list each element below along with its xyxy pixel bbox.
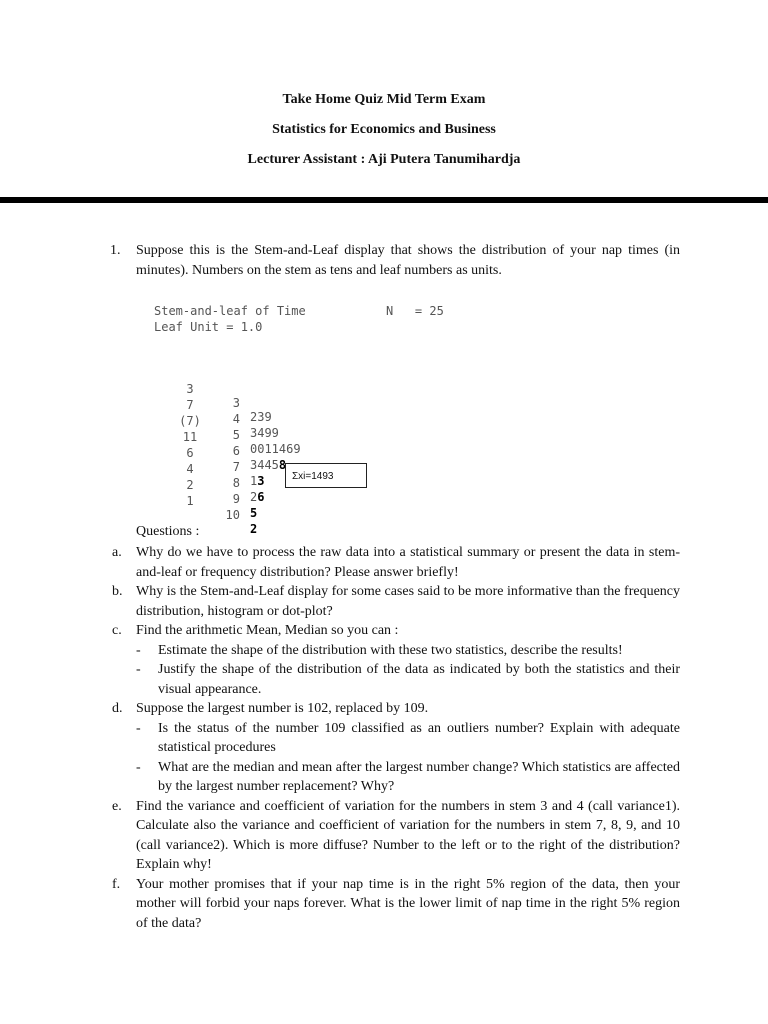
question-letter: b.	[112, 584, 123, 599]
row-leaves	[250, 458, 286, 472]
question-letter: a.	[112, 545, 122, 560]
row-depth: 2	[186, 478, 194, 492]
sub-item	[136, 758, 680, 797]
row-leaves-plain: 3445	[250, 458, 279, 472]
dash-marker: -	[136, 662, 141, 677]
row-stem: 4	[232, 412, 240, 426]
exam-title: Take Home Quiz Mid Term Exam	[282, 92, 486, 107]
row-depth: 4	[186, 462, 194, 476]
course-title: Statistics for Economics and Business	[272, 122, 496, 137]
row-stem: 3	[232, 396, 240, 410]
row-stem: 8	[232, 476, 240, 490]
stem-leaf-n: N = 25	[386, 304, 444, 318]
question-1-text: Suppose this is the Stem-and-Leaf display that shows the distribution of your nap times (in minutes). Numbers on the stem as tens and leaf numbers as units.	[136, 243, 680, 278]
row-leaves-plain: 1	[250, 474, 258, 488]
sub-item-text: Justify the shape of the distribution of the data as indicated by both the statistics and their visual appearance.	[158, 662, 680, 697]
row-depth: (7)	[179, 414, 201, 428]
row-leaves	[250, 442, 301, 456]
row-depth: 3	[186, 382, 194, 396]
dash-marker: -	[136, 720, 141, 736]
row-leaves	[250, 410, 272, 424]
question-1	[110, 241, 680, 281]
row-stem: 6	[232, 444, 240, 458]
question-a	[110, 543, 680, 582]
row-stem: 9	[232, 492, 240, 506]
row-leaves-bold: 6	[257, 490, 265, 504]
row-leaves-plain: 239	[250, 410, 272, 424]
question-text: Your mother promises that if your nap time is in the right 5% region of the data, then your mother will forbid your naps forever. What is the lower limit of nap time in the right 5% region of the data?	[136, 876, 680, 931]
row-leaves	[250, 426, 279, 440]
question-letter: e.	[112, 798, 122, 814]
question-d	[110, 699, 680, 797]
question-text: Find the variance and coefficient of variation for the numbers in stem 3 and 4 (call variance1). Calculate also the variance and coefficient of variation for the numbers in stem 7, 8, 9, and 10 (call variance2). Which is more diffuse? Number to the left or to the right of the distribution? Explain why!	[136, 798, 680, 872]
row-leaves-plain: 2	[250, 490, 258, 504]
row-leaves-bold: 8	[278, 458, 287, 472]
question-letter: c.	[112, 623, 122, 638]
dash-marker: -	[136, 642, 141, 658]
sub-item	[136, 660, 680, 699]
sub-item-text: Is the status of the number 109 classified as an outliers number? Explain with adequate statistical procedures	[158, 720, 680, 755]
row-leaves-plain: 3499	[250, 426, 279, 440]
sub-item-text: Estimate the shape of the distribution with these two statistics, describe the results!	[158, 642, 623, 658]
row-stem: 5	[232, 428, 240, 442]
row-leaves	[250, 474, 264, 488]
sub-item	[136, 719, 680, 758]
question-1-number: 1.	[110, 243, 121, 258]
question-text: Suppose the largest number is 102, replaced by 109.	[136, 701, 429, 716]
row-depth: 7	[186, 398, 194, 412]
stem-leaf-unit: Leaf Unit = 1.0	[154, 320, 263, 334]
questions-list	[110, 543, 680, 933]
row-leaves	[250, 490, 264, 504]
question-text: Find the arithmetic Mean, Median so you can :	[136, 623, 399, 638]
stem-leaf-title: Stem-and-leaf of Time	[154, 304, 306, 318]
questions-heading: Questions :	[136, 524, 200, 539]
row-leaves-bold: 5	[250, 506, 258, 520]
question-b	[110, 582, 680, 621]
question-letter: d.	[112, 701, 123, 716]
question-text: Why is the Stem-and-Leaf display for some cases said to be more informative than the frequency distribution, histogram or dot-plot?	[136, 584, 680, 619]
row-leaves	[250, 522, 257, 536]
row-leaves-bold: 3	[257, 474, 265, 488]
row-leaves	[250, 506, 257, 520]
sub-item-text: What are the median and mean after the largest number change? Which statistics are affected by the largest number replacement? Why?	[158, 759, 680, 794]
row-stem: 7	[232, 460, 240, 474]
row-depth: 1	[186, 494, 194, 508]
sub-item	[136, 641, 680, 661]
row-leaves-bold: 2	[250, 522, 258, 536]
question-c	[110, 621, 680, 699]
row-leaves-plain: 0011469	[250, 442, 301, 456]
header-divider	[0, 197, 768, 203]
question-f	[110, 875, 680, 934]
row-stem: 10	[225, 508, 240, 522]
lecturer-line: Lecturer Assistant : Aji Putera Tanumihardja	[247, 152, 521, 167]
row-depth: 11	[182, 430, 198, 444]
question-text: Why do we have to process the raw data into a statistical summary or present the data in stem-and-leaf or frequency distribution? Please answer briefly!	[136, 545, 680, 580]
stem-leaf-row	[0, 368, 272, 424]
dash-marker: -	[136, 759, 141, 775]
question-e	[110, 797, 680, 875]
sum-box: Σxi=1493	[285, 463, 367, 488]
question-letter: f.	[112, 876, 121, 892]
row-depth: 6	[186, 446, 194, 460]
